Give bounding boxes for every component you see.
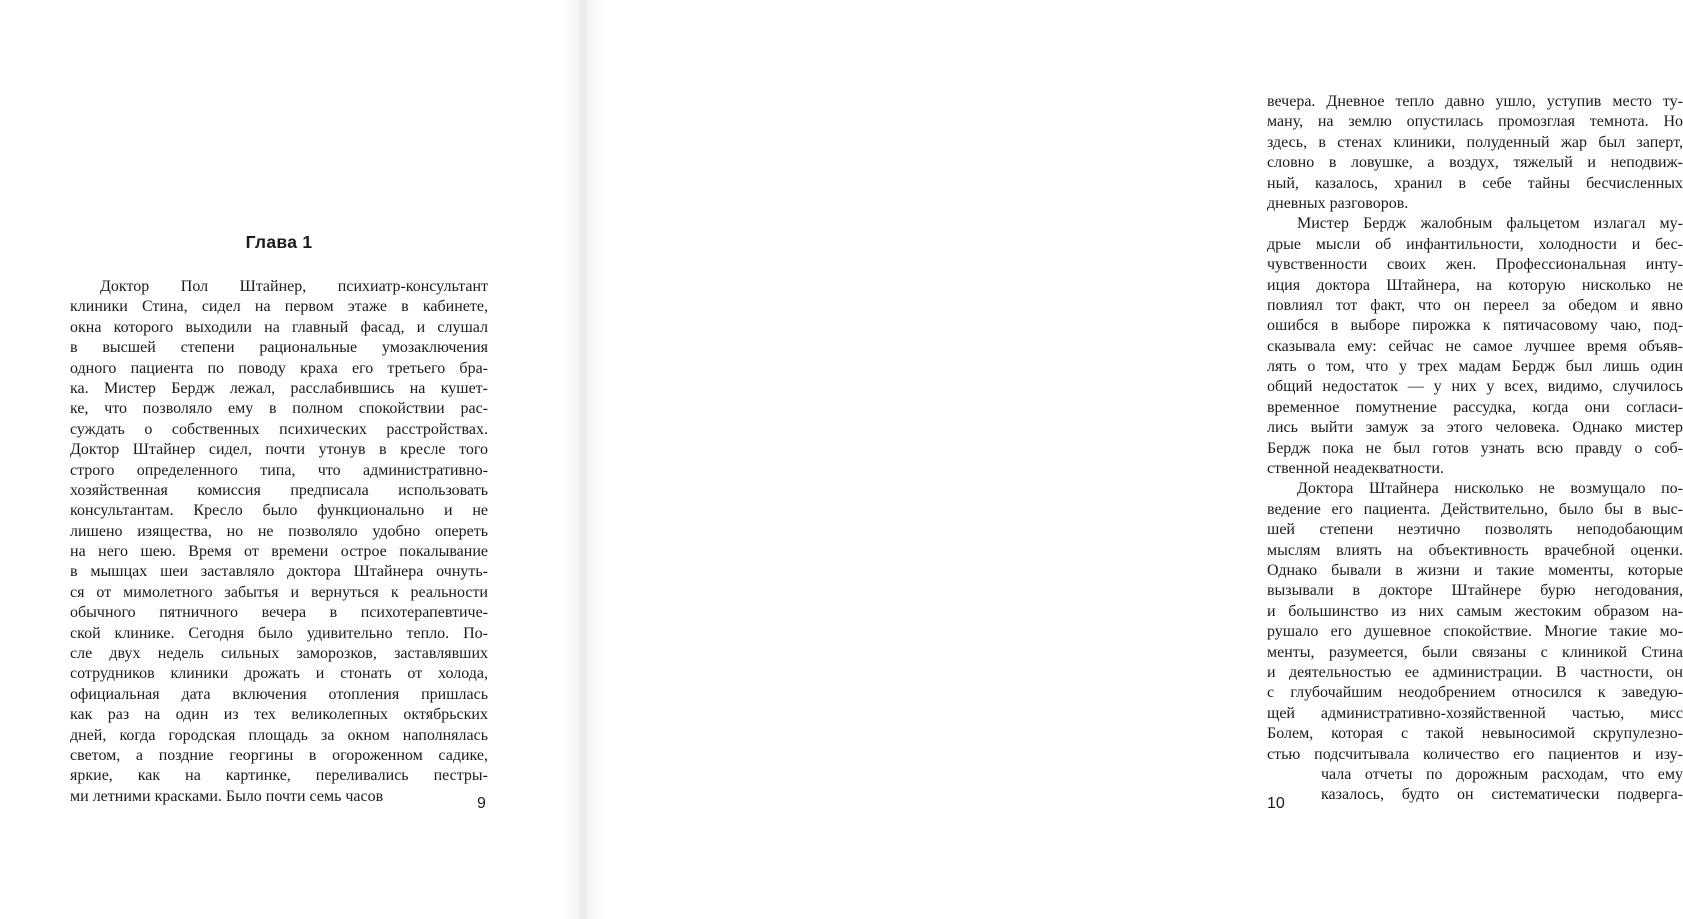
text-line: иция доктора Штайнера, на которую нисколько не <box>1267 276 1683 294</box>
text-line: ману, на землю опустилась промозглая темнота. Но <box>1267 113 1683 131</box>
text-line: Доктора Штайнера нисколько не возмущало по- <box>1297 480 1683 498</box>
text-line: менты, разумеется, были связаны с клиникой Стина <box>1267 643 1683 661</box>
text-line: суждать о собственных психических расстройствах. <box>70 420 488 438</box>
page-number: 10 <box>1267 795 1285 812</box>
text-line: сотрудников клиники дрожать и стонать от холода, <box>70 665 488 683</box>
text-line: повлиял тот факт, что он переел за обедом и явно <box>1267 296 1683 314</box>
text-line: дневных разговоров. <box>1267 194 1409 212</box>
text-line: ке, что позволяло ему в полном спокойствии рас- <box>70 400 488 418</box>
text-line: стью подсчитывала количество его пациентов и изу- <box>1267 745 1683 763</box>
text-line: шей степени неэтично позволять неподобающим <box>1267 521 1683 539</box>
text-line: общий недостаток — у них у всех, видимо, случилось <box>1267 378 1683 396</box>
text-line: с глубочайшим неодобрением относился к заведую- <box>1267 684 1683 702</box>
text-line: строго определенного типа, что административно- <box>70 461 488 479</box>
text-line: лять о том, что у трех мадам Бердж был лишь один <box>1267 358 1683 376</box>
text-line: здесь, в стенах клиники, полуденный жар был заперт, <box>1267 133 1683 151</box>
left-page <box>0 0 583 919</box>
text-line: лись выйти замуж за этого человека. Однако мистер <box>1267 419 1683 437</box>
text-line: ской клинике. Сегодня было удивительно тепло. По- <box>70 624 488 642</box>
text-line: яркие, как на картинке, переливались пестры- <box>70 767 488 785</box>
text-line: словно в ловушке, а воздух, тяжелый и неподвиж- <box>1267 154 1683 172</box>
text-line: чувственности своих жен. Профессиональная инту- <box>1267 256 1683 274</box>
text-line: сказывала ему: сейчас не самое лучшее время объяв- <box>1267 337 1683 355</box>
page-number: 9 <box>477 795 486 812</box>
left-page-body <box>70 277 488 807</box>
text-line: окна которого выходили на главный фасад, и слушал <box>70 318 488 336</box>
text-line: Мистер Бердж жалобным фальцетом излагал му- <box>1297 215 1683 233</box>
text-line: ственной неадекватности. <box>1267 460 1444 478</box>
text-line: Болем, которая с такой невыносимой скрупулезно- <box>1267 725 1683 743</box>
text-line: консультантам. Кресло было функционально и не <box>70 502 488 520</box>
right-page <box>583 0 1683 919</box>
text-line: и деятельностью ее администрации. В частности, он <box>1267 663 1683 681</box>
text-line: мыслям влиять на объективность врачебной оценки. <box>1267 541 1683 559</box>
text-line: ми летними красками. Было почти семь часов <box>70 787 384 805</box>
text-line: ка. Мистер Бердж лежал, расслабившись на кушет- <box>70 379 488 397</box>
text-line: ведение его пациента. Действительно, было бы в выс- <box>1267 500 1683 518</box>
text-line: одного пациента по поводу краха его третьего бра- <box>70 359 488 377</box>
text-line: дней, когда городская площадь за окном наполнялась <box>70 726 488 744</box>
text-line: светом, а поздние георгины в огороженном садике, <box>70 746 488 764</box>
text-line: вызывали в докторе Штайнере бурю негодования, <box>1267 582 1683 600</box>
text-line: в высшей степени рациональные умозаключения <box>70 339 488 357</box>
text-line: как раз на один из тех великолепных октябрьских <box>70 706 488 724</box>
text-line: обычного пятничного вечера в психотерапевтиче- <box>70 604 488 622</box>
text-line: Однако бывали в жизни и такие моменты, которые <box>1267 561 1683 579</box>
text-line: и большинство из них самым жестоким образом на- <box>1267 602 1683 620</box>
right-page-body <box>1267 92 1683 806</box>
text-line: вечера. Дневное тепло давно ушло, уступив место ту- <box>1267 93 1683 110</box>
text-line: Бердж пока не был готов узнать всю правду о соб- <box>1267 439 1683 457</box>
text-line: на него шею. Время от времени острое покалывание <box>70 543 488 561</box>
text-line: ошибся в выборе пирожка к пятичасовому чаю, под- <box>1267 317 1683 335</box>
text-line: Доктор Пол Штайнер, психиатр-консультант <box>100 278 488 295</box>
text-line: сле двух недель сильных заморозков, заставлявших <box>70 645 488 663</box>
text-line: ся от мимолетного забытья и вернуться к реальности <box>70 583 488 601</box>
chapter-title: Глава 1 <box>245 232 313 252</box>
text-line: лишено изящества, но не позволяло удобно опереть <box>70 522 488 540</box>
text-line: казалось, будто он систематически подверга- <box>1321 786 1683 804</box>
text-line: в мышцах шеи заставляло доктора Штайнера очнуть- <box>70 563 488 581</box>
text-line: щей административно-хозяйственной частью, мисс <box>1267 704 1683 722</box>
text-line: дрые мысли об инфантильности, холодности и бес- <box>1267 235 1683 253</box>
text-line: официальная дата включения отопления пришлась <box>70 685 488 703</box>
text-line: временное помутнение рассудка, когда они согласи- <box>1267 398 1683 416</box>
text-line: клиники Стина, сидел на первом этаже в кабинете, <box>70 298 488 316</box>
text-line: Доктор Штайнер сидел, почти утонув в кресле того <box>70 441 488 459</box>
text-line: рушало его душевное спокойствие. Многие такие мо- <box>1267 623 1683 641</box>
text-line: хозяйственная комиссия предписала использовать <box>70 481 488 499</box>
text-line: чала отчеты по дорожным расходам, что ему <box>1321 765 1683 783</box>
text-line: ный, казалось, хранил в себе тайны бесчисленных <box>1267 174 1683 192</box>
